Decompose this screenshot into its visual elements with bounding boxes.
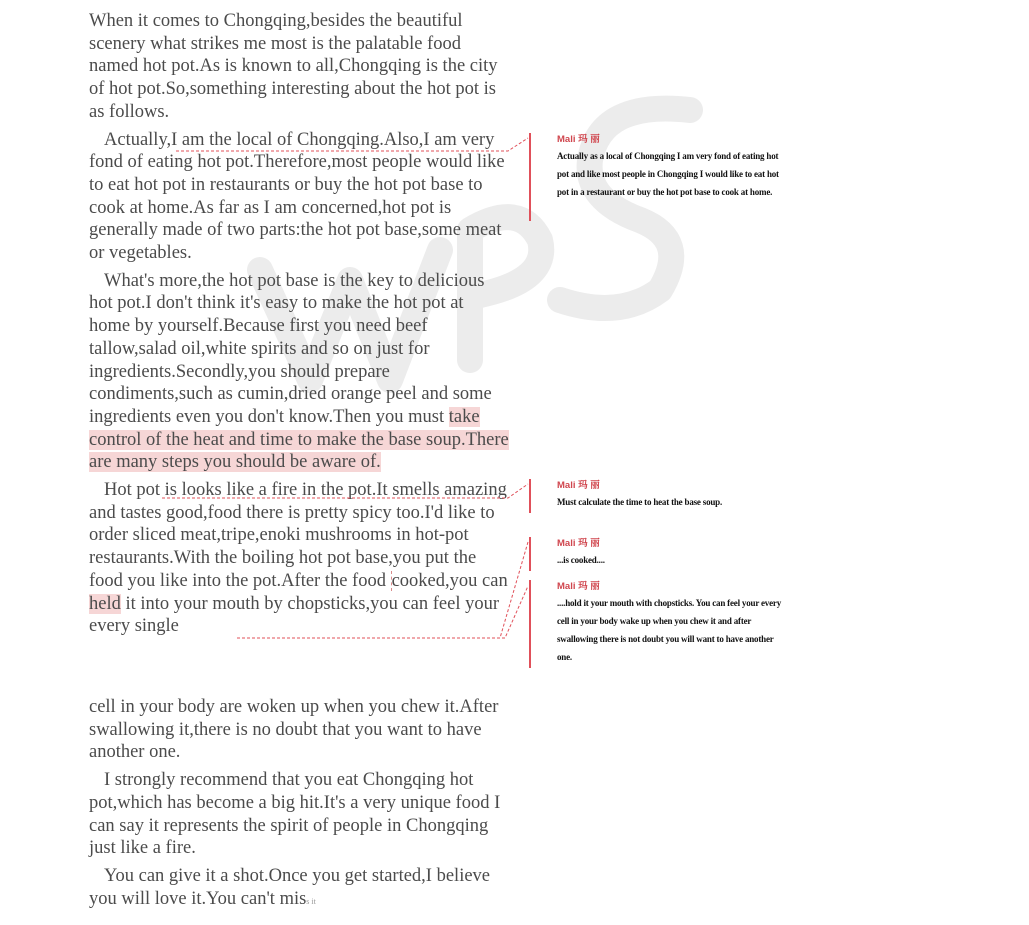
comment-author: Mali 玛 丽 (557, 538, 600, 549)
comment-author: Mali 玛 丽 (557, 581, 600, 592)
paragraph-6: I strongly recommend that you eat Chongqing hot pot,which has become a big hit.It's a very unique food I can say it represents the spirit of people in Chongqing just like a fire. (89, 770, 501, 859)
paragraph-3-start: What's more,the hot pot base is the key to delicious hot pot.I don't think it's easy to make the hot pot at home by yourself.Because first you need beef tallow,salad oil,white spirits and so on just for ingredients.Secondly,you should prepare condiments,such as cumin,dried orange peel and some ingredients even you don't know.Then you must (89, 270, 492, 427)
comment-balloon-2[interactable] (529, 479, 787, 513)
document-body-page-2 (89, 696, 509, 918)
paragraph-1: When it comes to Chongqing,besides the beautiful scenery what strikes me most is the palatable food named hot pot.As is known to all,Chongqing is the city of hot pot.So,something interesting about the hot pot is as follows. (89, 11, 498, 122)
paragraph-4 (89, 479, 509, 638)
paragraph-3 (89, 270, 509, 474)
comment-anchor-1[interactable]: I am the local of Chongqing. (171, 129, 384, 150)
comment-balloon-1[interactable] (529, 133, 787, 221)
comment-balloon-3[interactable] (529, 537, 787, 571)
comment-balloon-4[interactable] (529, 580, 787, 668)
paragraph-4-mid: ,you can (445, 570, 508, 591)
comment-author: Mali 玛 丽 (557, 134, 600, 145)
paragraph-7-tail: s it (306, 896, 316, 906)
comment-author: Mali 玛 丽 (557, 480, 600, 491)
paragraph-2-rest: Also,I am very fond of eating hot pot.Therefore,most people would like to eat hot pot in restaurants or buy the hot pot base to cook at home.As far as I am concerned,hot pot is generally made of two parts:the hot pot base,some meat or vegetables. (89, 129, 505, 264)
paragraph-2-start: Actually, (104, 129, 172, 150)
comment-text: Must calculate the time to heat the base soup. (557, 497, 723, 507)
paragraph-7 (89, 865, 509, 913)
paragraph-4-end: it into your mouth by chopsticks,you can feel your every single (89, 593, 500, 637)
comment-anchor-3[interactable]: cooked (391, 570, 446, 591)
document-body (89, 10, 509, 643)
comment-anchor-4-highlight[interactable]: held (89, 593, 121, 614)
paragraph-2 (89, 129, 509, 265)
comment-text: ....hold it your mouth with chopsticks. You can feel your every cell in your body wake up when you chew it and after swallowing there is not doubt you will want to have another one. (557, 598, 781, 662)
paragraph-4-start: Hot pot is looks like a fire in the pot.It smells amazing and tastes good,food there is pretty spicy too.I'd like to order sliced meat,tripe,enoki mushrooms in hot-pot restaurants.With the boiling hot pot base,you put the food you like into the pot.After the food (89, 480, 507, 591)
paragraph-5: cell in your body are woken up when you chew it.After swallowing it,there is no doubt that you want to have another one. (89, 697, 499, 763)
comment-text: ...is cooked.... (557, 555, 605, 565)
comment-text: Actually as a local of Chongqing I am very fond of eating hot pot and like most people in Chongqing I would like to eat hot pot in a restaurant or buy the hot pot base to cook at home. (557, 151, 779, 197)
paragraph-7-text: You can give it a shot.Once you get started,I believe you will love it.You can't mis (89, 865, 491, 909)
comment-anchor-2-highlight[interactable]: take control of the heat and time to make the base soup.There are many steps you should be aware of. (89, 406, 509, 473)
